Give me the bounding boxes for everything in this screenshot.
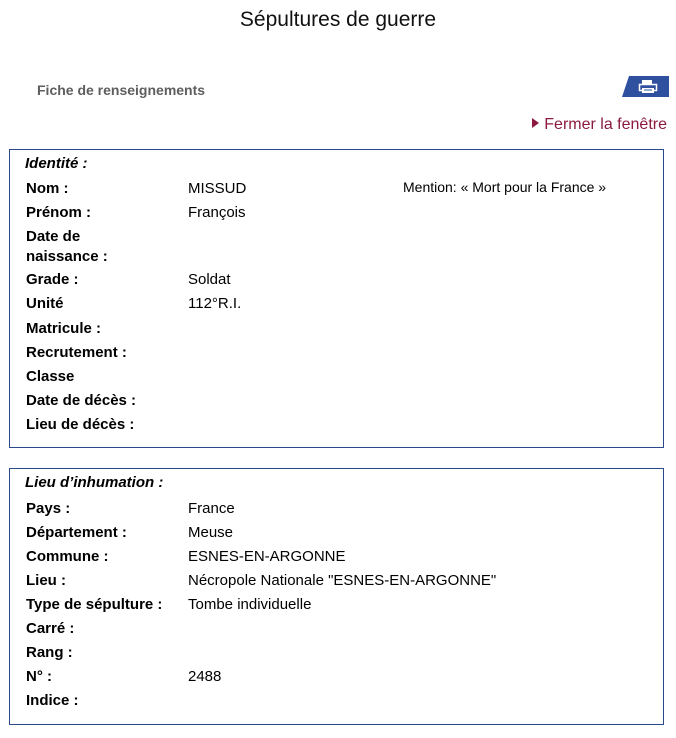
mention-text: Mention: « Mort pour la France »: [403, 179, 607, 195]
field-value: Nécropole Nationale "ESNES-EN-ARGONNE": [188, 572, 497, 589]
field-value: Meuse: [188, 524, 234, 541]
burial-title: Lieu d’inhumation :: [25, 474, 164, 491]
field-label: Unité: [26, 295, 64, 312]
field-label: Date de naissance :: [26, 228, 108, 265]
field-value: Soldat: [188, 271, 231, 288]
field-value: 112°R.I.: [188, 295, 242, 312]
page-title: Sépultures de guerre: [239, 8, 437, 31]
close-window-link[interactable]: [532, 116, 667, 134]
field-value: France: [188, 500, 235, 517]
field-label: N° :: [26, 668, 52, 685]
field-label: Type de sépulture :: [26, 596, 163, 613]
field-label: Indice :: [26, 692, 79, 709]
field-label: Carré :: [26, 620, 75, 637]
print-button[interactable]: [622, 76, 669, 97]
identity-title: Identité :: [25, 155, 88, 172]
field-value: ESNES-EN-ARGONNE: [188, 548, 346, 565]
close-window-label: Fermer la fenêtre: [544, 116, 667, 133]
field-label: Matricule :: [26, 320, 102, 337]
field-label: Recrutement :: [26, 344, 127, 361]
caret-right-icon: [532, 118, 539, 128]
field-label: Nom :: [26, 180, 69, 197]
field-label: Date de décès :: [26, 392, 137, 409]
field-label: Rang :: [26, 644, 73, 661]
field-label: Prénom :: [26, 204, 92, 221]
printer-icon: [638, 79, 658, 94]
field-value: Tombe individuelle: [188, 596, 312, 613]
field-value: François: [188, 204, 246, 221]
field-label: Grade :: [26, 271, 79, 288]
field-label: Lieu :: [26, 572, 66, 589]
field-label: Classe: [26, 368, 75, 385]
field-label: Pays :: [26, 500, 71, 517]
field-label: Commune :: [26, 548, 109, 565]
burial-card: [9, 468, 664, 725]
identity-card: [9, 149, 664, 448]
field-label: Lieu de décès :: [26, 416, 135, 433]
field-value: MISSUD: [188, 180, 247, 197]
field-value: 2488: [188, 668, 222, 685]
field-label: Département :: [26, 524, 127, 541]
page-subtitle: Fiche de renseignements: [37, 82, 206, 98]
